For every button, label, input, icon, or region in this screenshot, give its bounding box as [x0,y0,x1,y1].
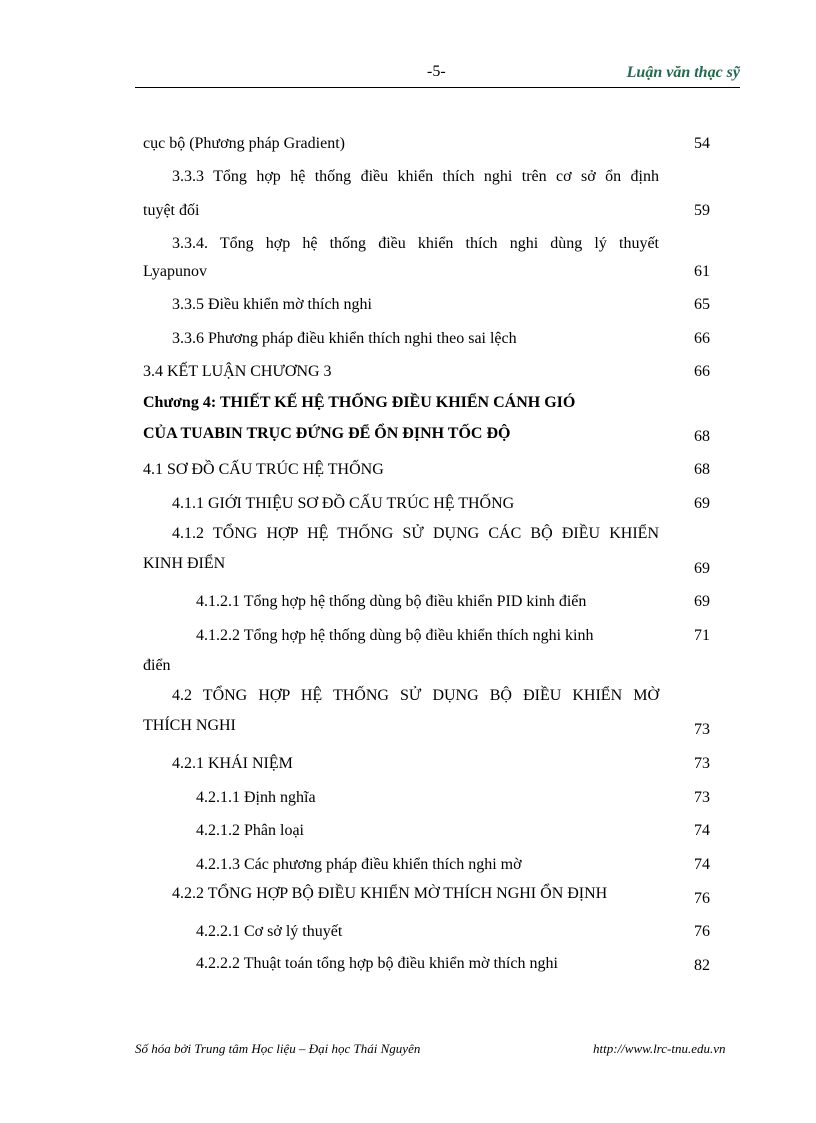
chapter-heading: Chương 4: THIẾT KẾ HỆ THỐNG ĐIỀU KHIỂN CÁNH GIÓ [143,394,576,411]
toc-entry-page: 73 [694,755,710,772]
footer-source: Số hóa bởi Trung tâm Học liệu – Đại học Thái Nguyên [135,1041,421,1056]
toc-entry-text: 4.2.1.1 Định nghĩa [196,789,316,806]
toc-entry-text: 4.2 TỔNG HỢP HỆ THỐNG SỬ DỤNG BỘ ĐIỀU KHIỂN MỜ [172,687,659,704]
toc-entry-page: 76 [694,890,710,907]
toc-entry-text: 4.1.2 TỔNG HỢP HỆ THỐNG SỬ DỤNG CÁC BỘ ĐIỀU KHIỂN [172,525,659,542]
toc-entry-page: 69 [694,593,710,610]
toc-entry-page: 54 [694,135,710,152]
toc-entry-page: 66 [694,363,710,380]
toc-entry-text: 4.2.1.2 Phân loại [196,822,304,839]
toc-entry-text-cont: KINH ĐIỂN [143,555,226,572]
toc-entry-page: 65 [694,296,710,313]
toc-entry-page: 71 [694,627,710,644]
toc-entry-text: 4.2.1 KHÁI NIỆM [172,755,293,772]
toc-entry-text: 3.3.5 Điều khiển mờ thích nghi [172,296,372,313]
toc-entry-text: 3.4 KẾT LUẬN CHƯƠNG 3 [143,363,332,380]
toc-entry-text: 4.1 SƠ ĐỒ CẤU TRÚC HỆ THỐNG [143,461,384,478]
toc-entry-page: 59 [694,202,710,219]
toc-entry-page: 74 [694,822,710,839]
toc-entry-text: 4.1.1 GIỚI THIỆU SƠ ĐỒ CẤU TRÚC HỆ THỐNG [172,495,515,512]
toc-entry-page: 68 [694,461,710,478]
document-title: Luận văn thạc sỹ [626,64,740,81]
toc-entry-page: 76 [694,923,710,940]
toc-entry-text-cont: điển [143,657,171,674]
toc-entry-page: 69 [694,560,710,577]
toc-entry-text: 4.2.2.2 Thuật toán tổng hợp bộ điều khiển mờ thích nghi [196,955,558,972]
toc-entry-text: 4.2.1.3 Các phương pháp điều khiển thích nghi mờ [196,856,522,873]
toc-entry-page: 68 [694,428,710,445]
toc-entry-page: 73 [694,789,710,806]
toc-entry-text-cont: tuyệt đối [143,202,200,219]
toc-entry-page: 73 [694,721,710,738]
toc-entry-page: 74 [694,856,710,873]
toc-entry-text-cont: THÍCH NGHI [143,717,236,734]
toc-entry-page: 66 [694,330,710,347]
chapter-heading-cont: CỦA TUABIN TRỤC ĐỨNG ĐỂ ỔN ĐỊNH TỐC ĐỘ [143,425,511,442]
toc-entry-text: cục bộ (Phương pháp Gradient) [143,135,345,152]
toc-entry-text-cont: Lyapunov [143,263,207,280]
toc-entry-text: 4.1.2.2 Tổng hợp hệ thống dùng bộ điều khiển thích nghi kinh [196,627,594,644]
toc-entry-page: 82 [694,957,710,974]
toc-entry-text: 4.2.2.1 Cơ sở lý thuyết [196,923,343,940]
footer-url: http://www.lrc-tnu.edu.vn [593,1041,726,1056]
toc-entry-page: 61 [694,263,710,280]
toc-entry-text: 3.3.3 Tổng hợp hệ thống điều khiển thích nghi trên cơ sở ổn định [172,168,659,185]
toc-entry-page: 69 [694,495,710,512]
toc-entry-text: 3.3.6 Phương pháp điều khiển thích nghi theo sai lệch [172,330,517,347]
toc-entry-text: 4.1.2.1 Tổng hợp hệ thống dùng bộ điều khiển PID kinh điển [196,593,587,610]
page-number: -5- [427,63,446,80]
toc-entry-text: 3.3.4. Tổng hợp hệ thống điều khiển thích nghi dùng lý thuyết [172,235,659,252]
toc-entry-text: 4.2.2 TỔNG HỢP BỘ ĐIỀU KHIỂN MỜ THÍCH NGHI ỔN ĐỊNH [172,885,608,902]
